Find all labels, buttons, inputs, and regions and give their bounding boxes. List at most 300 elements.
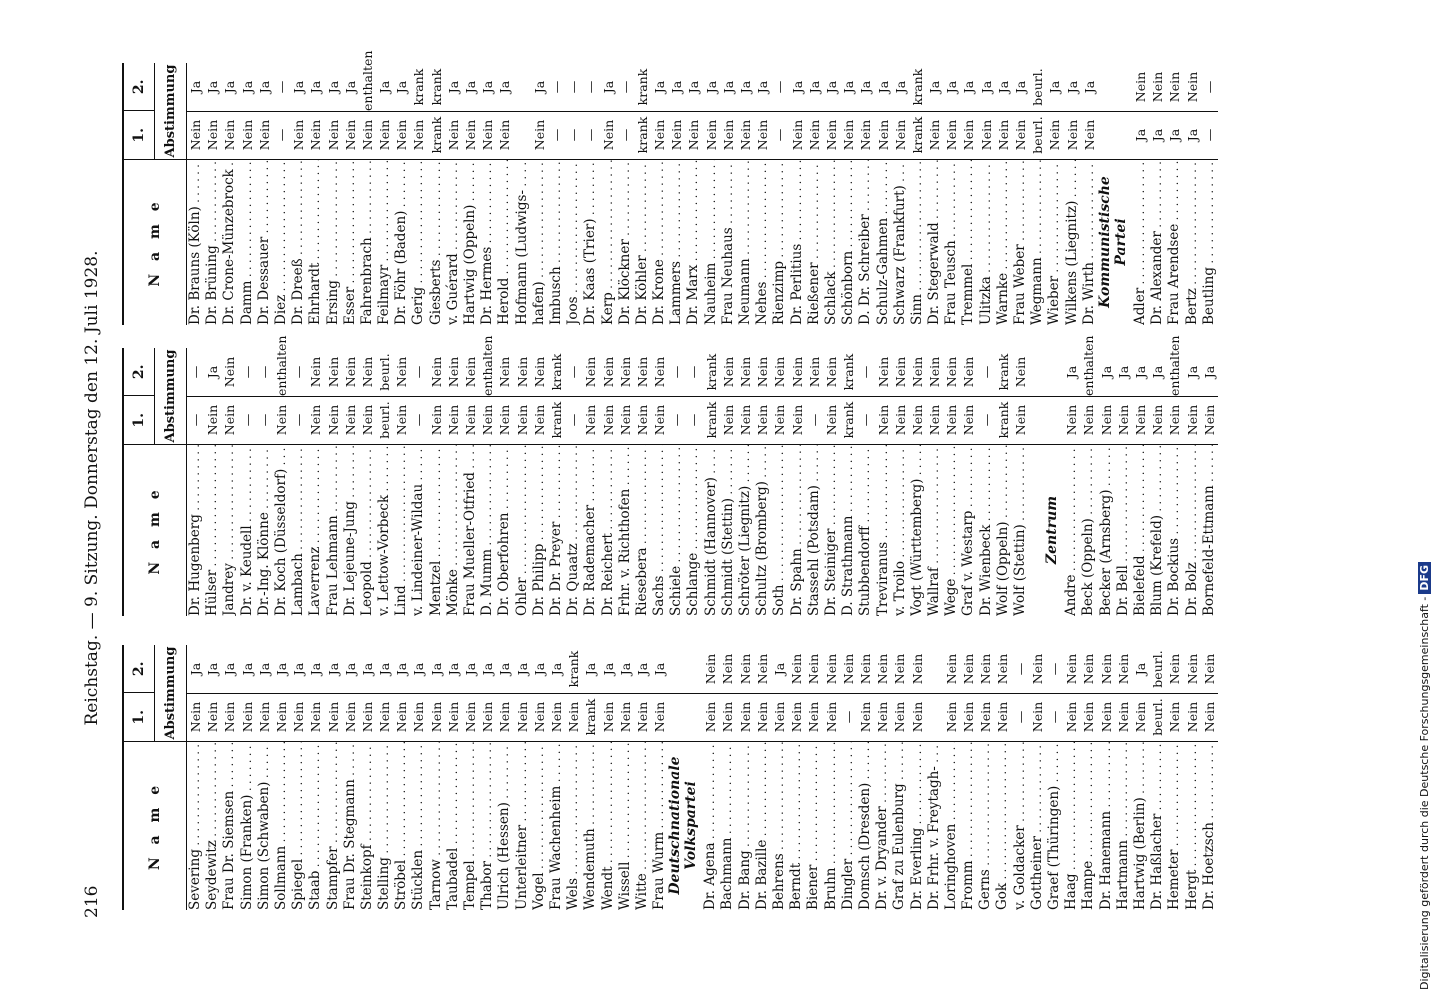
vote-2: Nein	[978, 653, 994, 685]
vote-2: Ja	[445, 80, 461, 94]
member-row	[462, 645, 479, 910]
vote-1: —	[188, 413, 203, 427]
member-row	[187, 348, 204, 616]
member-name: Schiele . . .	[668, 444, 685, 616]
member-row	[737, 645, 754, 910]
member-row	[410, 348, 427, 616]
member-row	[1098, 348, 1115, 616]
vote-2: Nein	[1167, 653, 1183, 685]
member-name: Imbusch . . .	[548, 159, 565, 325]
vote-1: Nein	[325, 404, 341, 436]
member-name: Dr. Brauns (Köln) . . .	[187, 159, 204, 325]
vote-1: Nein	[789, 404, 805, 436]
member-row	[737, 348, 754, 616]
member-name: Unterleitner . . .	[514, 741, 531, 910]
member-row	[187, 63, 204, 325]
vote-2: Ja	[1047, 80, 1063, 94]
member-name: Loringhoven . . .	[943, 741, 960, 910]
member-row	[565, 348, 582, 616]
member-name: Wels . . .	[565, 741, 582, 910]
footer-text: Digitalisierung gefördert durch die Deutsche Forschungsgemeinschaft -	[1418, 596, 1431, 990]
vote-1: Nein	[943, 701, 959, 733]
member-name: Dr.-Ing. Klönne . . .	[256, 444, 273, 616]
member-name: Dr. Wirth . . .	[1081, 159, 1098, 325]
member-name: Dr. Klöckner . . .	[617, 159, 634, 325]
vote-2: Ja	[377, 662, 393, 676]
vote-1: Nein	[359, 404, 375, 436]
member-row	[685, 63, 702, 325]
vote-2: beurl.	[1150, 650, 1166, 688]
vote-heading	[124, 645, 186, 742]
member-name: Damm . . .	[239, 159, 256, 325]
vote-2: enthalten	[359, 50, 375, 111]
member-name: Treviranus . . .	[875, 444, 892, 616]
vote-2: —	[1201, 80, 1217, 94]
vote-2: Ja	[720, 80, 736, 94]
member-name: Hampe . . .	[1080, 741, 1097, 910]
member-row	[1184, 348, 1201, 616]
member-name: Behrens . . .	[771, 741, 788, 910]
vote-2: Nein	[463, 356, 478, 388]
vote-1: Nein	[652, 119, 668, 151]
vote-1: Nein	[325, 701, 341, 733]
vote-1	[926, 693, 943, 741]
member-name: Steinkopf . . .	[359, 741, 376, 910]
member-row	[1046, 645, 1063, 910]
vote-1: Nein	[308, 119, 324, 151]
member-name: Dr. Everling . . .	[909, 741, 926, 910]
vote-2: Nein	[703, 653, 719, 685]
vote-2: —	[548, 80, 564, 94]
vote-1: beurl.	[1030, 116, 1046, 154]
member-row	[1063, 645, 1080, 910]
vote-2: Ja	[342, 662, 358, 676]
member-name: Gerns . . .	[977, 741, 994, 910]
member-name: Hergt . . .	[1184, 741, 1201, 910]
vote-2: Nein	[445, 356, 461, 388]
vote-2: Ja	[394, 80, 410, 94]
vote-1: Nein	[566, 701, 582, 733]
digitization-note	[1418, 562, 1431, 990]
vote-2: Ja	[377, 80, 393, 94]
vote-1: Nein	[188, 701, 203, 733]
vote-2: Ja	[205, 80, 221, 94]
vote-2: Nein	[961, 356, 977, 388]
member-row	[1166, 63, 1183, 325]
vote-1: —	[686, 413, 702, 427]
vote-2: —	[772, 80, 788, 94]
vote-1: Nein	[841, 119, 857, 151]
vote-1: Nein	[342, 701, 358, 733]
member-name: Vogel . . .	[531, 741, 548, 910]
vote-1: Nein	[909, 701, 925, 733]
vote-2: krank	[995, 353, 1011, 391]
member-row	[514, 63, 531, 325]
member-name: Graf zu Eulenburg . . .	[891, 741, 908, 910]
vote-2: Nein	[754, 653, 770, 685]
member-name: Wendt . . .	[600, 741, 617, 910]
member-row	[393, 348, 410, 616]
vote-1: Nein	[188, 119, 203, 151]
vote-2	[514, 63, 531, 111]
member-row	[445, 63, 462, 325]
member-row	[995, 348, 1012, 616]
member-row	[943, 63, 960, 325]
vote-2: Ja	[961, 80, 977, 94]
member-row	[720, 63, 737, 325]
member-name: D. Mumm . . .	[479, 444, 496, 616]
member-name: Herold . . .	[496, 159, 513, 325]
member-row	[1184, 645, 1201, 910]
member-row	[1080, 645, 1097, 910]
member-name: Hülser . . .	[204, 444, 221, 616]
vote-1: Nein	[720, 119, 736, 151]
member-name: Riesebera . . .	[634, 444, 651, 616]
vote-2	[926, 645, 943, 693]
member-row	[307, 645, 324, 910]
vote-1: Nein	[823, 119, 839, 151]
member-row	[668, 63, 685, 325]
member-name: Lind . . .	[393, 444, 410, 616]
member-name: Dr. Bell . . .	[1115, 444, 1132, 616]
member-name: Neumann . . .	[737, 159, 754, 325]
member-row	[857, 348, 874, 616]
member-row	[548, 63, 565, 325]
member-row	[737, 63, 754, 325]
member-row	[702, 645, 719, 910]
member-name: Schmidt (Stettin) . . .	[720, 444, 737, 616]
vote-2: —	[1012, 662, 1028, 676]
member-row	[204, 348, 221, 616]
vote-2: Nein	[342, 356, 358, 388]
member-name: Dr. Hermes . . .	[479, 159, 496, 325]
vote-2: Ja	[944, 80, 960, 94]
member-name: Wieber . . .	[1046, 159, 1063, 325]
vote-2: Ja	[480, 662, 496, 676]
vote-1: Nein	[806, 701, 822, 733]
vote-2: Ja	[325, 662, 341, 676]
member-row	[359, 645, 376, 910]
member-name: Dr. Bolz . . .	[1184, 444, 1201, 616]
vote-numbers	[124, 63, 155, 159]
vote-1: Nein	[463, 701, 478, 733]
vote-1: Nein	[1013, 404, 1028, 436]
member-row	[582, 645, 599, 910]
member-name: v. Lettow-Vorbeck . . .	[376, 444, 393, 616]
vote-2: Nein	[737, 653, 753, 685]
member-row	[617, 645, 634, 910]
member-row	[909, 645, 926, 910]
member-row	[1132, 645, 1149, 910]
vote-2: Ja	[256, 80, 272, 94]
vote-1-heading: 1.	[131, 412, 147, 428]
vote-rows	[187, 50, 1218, 325]
vote-1: Nein	[652, 701, 668, 733]
member-row	[1064, 63, 1081, 325]
vote-2: Ja	[359, 662, 375, 676]
member-row	[1012, 645, 1029, 910]
member-name: Dr. Dr. Preyer . . .	[548, 444, 565, 616]
vote-2: Ja	[875, 80, 891, 94]
member-row	[445, 348, 462, 616]
vote-1: Nein	[772, 701, 787, 733]
vote-1: Nein	[445, 119, 461, 151]
member-row	[1166, 335, 1183, 616]
vote-2: Nein	[943, 653, 959, 685]
vote-2: Ja	[892, 80, 908, 94]
vote-2: —	[273, 80, 289, 94]
vote-1: —	[840, 710, 856, 724]
member-row	[806, 63, 823, 325]
vote-1: Nein	[291, 701, 307, 733]
vote-1	[514, 111, 531, 159]
vote-1: Nein	[583, 404, 599, 436]
member-name: Dr. Koch (Düsseldorf) . . .	[273, 444, 290, 616]
vote-1: Nein	[463, 119, 478, 151]
member-name: Lammers . . .	[668, 159, 685, 325]
vote-1: —	[566, 413, 582, 427]
member-row	[479, 63, 496, 325]
vote-2: Ja	[514, 662, 530, 676]
member-row	[256, 645, 273, 910]
vote-1: Nein	[428, 404, 444, 436]
vote-2: krank	[634, 68, 650, 106]
vote-1: Nein	[669, 119, 685, 151]
member-row	[531, 63, 548, 325]
member-name: Blum (Krefeld) . . .	[1149, 444, 1166, 616]
member-row	[376, 348, 393, 616]
vote-1: Nein	[325, 119, 341, 151]
vote-1: Nein	[291, 119, 307, 151]
vote-2: krank	[841, 353, 857, 391]
vote-1: Nein	[634, 404, 650, 436]
vote-1: Nein	[754, 701, 770, 733]
member-row	[1201, 348, 1218, 616]
vote-2: Nein	[789, 653, 805, 685]
vote-2: Ja	[291, 80, 307, 94]
member-row	[204, 645, 221, 910]
member-row	[1081, 63, 1098, 325]
vote-1: Nein	[256, 701, 272, 733]
name-heading: N a m e	[147, 198, 163, 287]
member-row	[1132, 348, 1149, 616]
vote-1: krank	[548, 401, 564, 439]
member-row	[256, 63, 273, 325]
vote-1: Nein	[1064, 701, 1080, 733]
vote-1: Nein	[789, 119, 805, 151]
vote-1: Nein	[377, 701, 393, 733]
member-name: Bruhn . . .	[823, 741, 840, 910]
member-name: Wege . . .	[943, 444, 960, 616]
vote-1: Nein	[892, 404, 908, 436]
member-row	[978, 63, 995, 325]
member-name: Dr. Lejeune-Jung . . .	[342, 444, 359, 616]
vote-1: Nein	[1081, 119, 1097, 151]
member-row	[754, 645, 771, 910]
member-row	[531, 645, 548, 910]
member-row	[719, 645, 736, 910]
vote-2: Ja	[1081, 80, 1097, 94]
vote-1: —	[858, 413, 874, 427]
vote-2: Ja	[188, 80, 203, 94]
vote-2: Ja	[617, 662, 633, 676]
member-row	[840, 645, 857, 910]
vote-2: Nein	[1201, 653, 1217, 685]
vote-2: Ja	[548, 662, 564, 676]
member-row	[1115, 348, 1132, 616]
vote-1: Nein	[531, 404, 547, 436]
page-title: Reichstag. — 9. Sitzung. Donnerstag den 12. Juli 1928.	[82, 250, 102, 726]
member-row	[600, 645, 617, 910]
member-row	[651, 645, 668, 910]
member-name: Hemeter . . .	[1166, 741, 1183, 910]
vote-1: Nein	[342, 404, 358, 436]
member-row	[754, 63, 771, 325]
member-name: Rienzimp . . .	[771, 159, 788, 325]
member-row	[548, 348, 565, 616]
vote-2: Nein	[1064, 653, 1080, 685]
vote-1: —	[1012, 710, 1028, 724]
vote-2: —	[411, 365, 427, 379]
vote-2: Nein	[961, 653, 977, 685]
vote-1: Nein	[497, 701, 513, 733]
member-name: Stücklen . . .	[410, 741, 427, 910]
vote-2: Nein	[909, 356, 925, 388]
member-name: Dr. Haßlacher . . .	[1149, 741, 1166, 910]
member-name: Seydewitz . . .	[204, 741, 221, 910]
member-name: Sinn . . .	[909, 159, 926, 325]
vote-1: Nein	[205, 701, 221, 733]
member-name: Witte . . .	[634, 741, 651, 910]
member-row	[462, 63, 479, 325]
vote-2: Ja	[995, 80, 1011, 94]
vote-1: Nein	[823, 404, 839, 436]
member-name: v. Guérard . . .	[445, 159, 462, 325]
vote-column-3	[122, 50, 1218, 325]
vote-2: Ja	[600, 662, 616, 676]
member-row	[410, 63, 427, 325]
vote-2: Ja	[428, 662, 444, 676]
vote-1: Nein	[377, 119, 393, 151]
vote-2: enthalten	[273, 335, 289, 396]
member-row	[1149, 63, 1166, 325]
vote-1: —	[273, 128, 289, 142]
vote-1: Ja	[1167, 128, 1183, 142]
vote-1: krank	[428, 116, 444, 154]
vote-2: Ja	[531, 80, 547, 94]
vote-2: krank	[566, 650, 582, 688]
member-name: Diez . . .	[273, 159, 290, 325]
member-name: Schlack . . .	[823, 159, 840, 325]
member-name: Domsch (Dresden) . . .	[857, 741, 874, 910]
party-name: Kommunistische Partei	[1096, 176, 1129, 308]
vote-2: enthalten	[1081, 335, 1097, 396]
member-row	[239, 645, 256, 910]
member-row	[943, 348, 960, 616]
member-name: Dr. Dessauer . . .	[256, 159, 273, 325]
member-row	[771, 645, 788, 910]
vote-1: Nein	[703, 119, 719, 151]
member-name: Joos . . .	[565, 159, 582, 325]
member-row	[840, 63, 857, 325]
vote-2: Ja	[222, 80, 238, 94]
vote-2: Nein	[806, 356, 822, 388]
member-row	[342, 348, 359, 616]
member-name: Berndt . . .	[788, 741, 805, 910]
member-row	[857, 63, 874, 325]
member-name: Wolf (Stettin) . . .	[1012, 444, 1029, 616]
vote-1: Nein	[531, 119, 547, 151]
member-name: Nehes . . .	[754, 159, 771, 325]
vote-1: Nein	[737, 701, 753, 733]
member-row	[428, 348, 445, 616]
abstimmung-heading: Abstimmung	[163, 64, 178, 158]
member-row	[1149, 645, 1166, 910]
vote-1: Nein	[755, 404, 771, 436]
vote-1-heading: 1.	[131, 127, 147, 143]
vote-2: Nein	[892, 653, 908, 685]
vote-1: Nein	[875, 404, 891, 436]
vote-1: krank	[841, 401, 857, 439]
member-name: Schwarz (Frankfurt) . . .	[892, 159, 909, 325]
vote-2: Nein	[875, 653, 891, 685]
vote-2: Ja	[239, 80, 255, 94]
member-name: Ulrich (Hessen) . . .	[496, 741, 513, 910]
member-name: Wilkens (Liegnitz) . . .	[1064, 159, 1081, 325]
vote-1: krank	[995, 401, 1011, 439]
vote-2: —	[566, 365, 582, 379]
vote-2: Ja	[703, 80, 719, 94]
vote-1: Nein	[961, 404, 977, 436]
member-name: Dr. Rademacher . . .	[582, 444, 599, 616]
member-row	[582, 348, 599, 616]
member-row	[805, 645, 822, 910]
member-name: Dr. Agena . . .	[702, 741, 719, 910]
member-row	[1132, 63, 1149, 325]
member-row	[703, 63, 720, 325]
member-row	[221, 348, 238, 616]
vote-2: Ja	[308, 80, 324, 94]
vote-1: Nein	[720, 404, 736, 436]
member-name: Frau Lehmann . . .	[325, 444, 342, 616]
vote-1: Nein	[445, 701, 461, 733]
vote-2: Ja	[634, 662, 650, 676]
vote-1: Nein	[738, 404, 753, 436]
member-name: Haag . . .	[1063, 741, 1080, 910]
vote-1: Nein	[359, 119, 375, 151]
member-name: Nauheim . . .	[703, 159, 720, 325]
member-name: Stelling . . .	[376, 741, 393, 910]
vote-2: Nein	[755, 356, 771, 388]
vote-1: —	[806, 413, 822, 427]
vote-1: Nein	[961, 119, 977, 151]
member-name: Dr. v. Keudell . . .	[239, 444, 256, 616]
vote-1: Ja	[1184, 128, 1200, 142]
member-row	[359, 348, 376, 616]
member-name: Hofmann (Ludwigs- . . .	[514, 159, 531, 325]
vote-1: Ja	[1132, 128, 1148, 142]
vote-2: Ja	[256, 662, 272, 676]
member-name: Dr. Krone . . .	[651, 159, 668, 325]
member-name: Wendemuth . . .	[582, 741, 599, 910]
member-name: Wissell . . .	[617, 741, 634, 910]
member-name: Dr. Alexander . . .	[1149, 159, 1166, 325]
member-row	[943, 645, 960, 910]
vote-2: krank	[909, 68, 925, 106]
member-name: Lambach . . .	[290, 444, 307, 616]
vote-1: Nein	[394, 701, 410, 733]
member-row	[1080, 335, 1097, 616]
